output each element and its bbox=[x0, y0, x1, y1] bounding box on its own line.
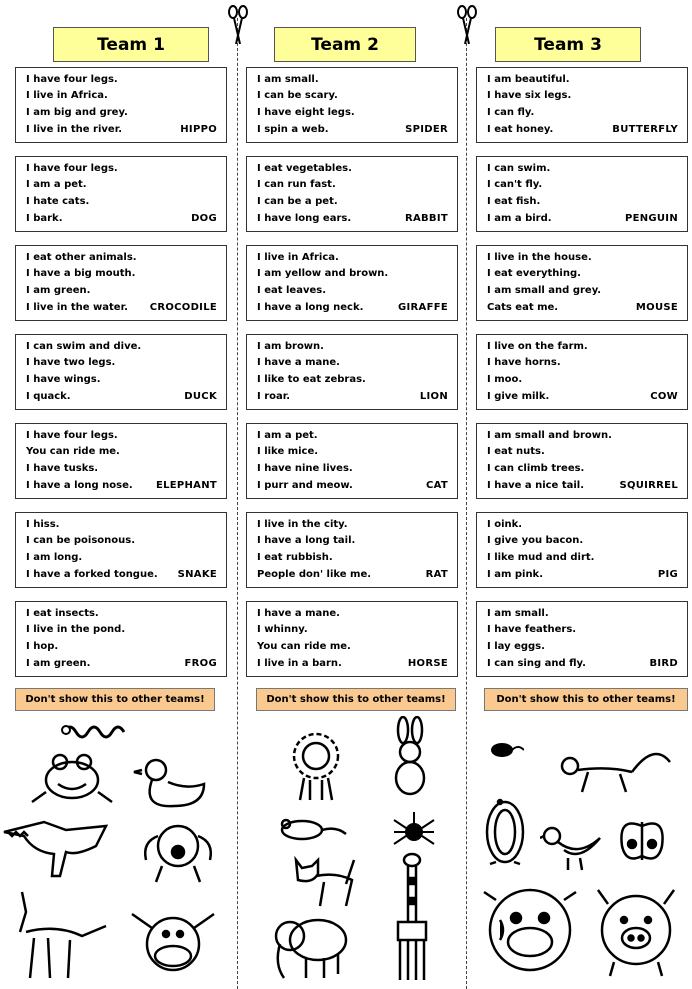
clue-line: I like mud and dirt. bbox=[487, 552, 595, 563]
answer-label: CAT bbox=[425, 480, 448, 491]
answer-label: BIRD bbox=[649, 658, 678, 669]
clue-line: I live on the farm. bbox=[487, 341, 588, 352]
clue-line: I eat nuts. bbox=[487, 446, 545, 457]
cow-icon bbox=[480, 880, 580, 978]
clue-line: I have a nice tail. bbox=[487, 480, 585, 491]
riddle-card-rabbit bbox=[246, 156, 458, 232]
warning-banner: Don't show this to other teams! bbox=[15, 688, 215, 711]
clue-line: I spin a web. bbox=[257, 124, 329, 135]
clue-line: I am pink. bbox=[487, 569, 544, 580]
clue-line: I have eight legs. bbox=[257, 107, 355, 118]
clue-line: I live in the river. bbox=[26, 124, 122, 135]
clue-line: I have a long neck. bbox=[257, 302, 364, 313]
riddle-card-rat bbox=[246, 512, 458, 588]
bird-icon bbox=[540, 822, 604, 872]
clue-line: I live in Africa. bbox=[26, 90, 108, 101]
clue-line: I have four legs. bbox=[26, 430, 118, 441]
riddle-card-bird bbox=[476, 601, 688, 677]
answer-label: LION bbox=[419, 391, 448, 402]
answer-label: HORSE bbox=[407, 658, 448, 669]
riddle-card-butterfly bbox=[476, 67, 688, 143]
clue-line: I am a pet. bbox=[257, 430, 318, 441]
clue-line: I can run fast. bbox=[257, 179, 336, 190]
team-header: Team 1 bbox=[53, 27, 209, 62]
clue-line: I am beautiful. bbox=[487, 74, 570, 85]
penguin-icon bbox=[482, 788, 528, 866]
clue-line: I live in the house. bbox=[487, 252, 592, 263]
clue-line: I eat everything. bbox=[487, 268, 581, 279]
clue-line: I am a bird. bbox=[487, 213, 552, 224]
clue-line: I bark. bbox=[26, 213, 63, 224]
riddle-card-squirrel bbox=[476, 423, 688, 499]
horse-icon bbox=[12, 888, 110, 986]
clue-line: I have two legs. bbox=[26, 357, 116, 368]
clue-line: I like to eat zebras. bbox=[257, 374, 366, 385]
riddle-card-hippo bbox=[15, 67, 227, 143]
hippo-icon bbox=[128, 904, 218, 978]
clue-line: Cats eat me. bbox=[487, 302, 559, 313]
answer-label: COW bbox=[650, 391, 678, 402]
clue-line: I can sing and fly. bbox=[487, 658, 586, 669]
clue-line: I have nine lives. bbox=[257, 463, 353, 474]
clue-line: You can ride me. bbox=[26, 446, 120, 457]
clue-line: I have four legs. bbox=[26, 163, 118, 174]
warning-banner: Don't show this to other teams! bbox=[256, 688, 456, 711]
clue-line: I am long. bbox=[26, 552, 83, 563]
answer-label: HIPPO bbox=[180, 124, 217, 135]
clue-line: I whinny. bbox=[257, 624, 308, 635]
mouse-icon bbox=[488, 740, 524, 758]
butterfly-icon bbox=[618, 816, 666, 866]
answer-label: RABBIT bbox=[404, 213, 448, 224]
clue-line: I oink. bbox=[487, 519, 523, 530]
clue-line: I eat rubbish. bbox=[257, 552, 333, 563]
clue-line: I live in a barn. bbox=[257, 658, 342, 669]
clue-line: I have tusks. bbox=[26, 463, 99, 474]
clue-line: I moo. bbox=[487, 374, 523, 385]
clue-line: I have a big mouth. bbox=[26, 268, 136, 279]
clue-line: People don' like me. bbox=[257, 569, 372, 580]
clue-line: I roar. bbox=[257, 391, 291, 402]
clue-line: I am small. bbox=[487, 608, 549, 619]
riddle-card-penguin bbox=[476, 156, 688, 232]
clue-line: I eat vegetables. bbox=[257, 163, 352, 174]
answer-label: DUCK bbox=[184, 391, 217, 402]
rabbit-icon bbox=[388, 716, 432, 796]
pig-icon bbox=[588, 880, 682, 978]
answer-label: SPIDER bbox=[405, 124, 448, 135]
clue-line: I hate cats. bbox=[26, 196, 90, 207]
clue-line: I am a pet. bbox=[26, 179, 87, 190]
riddle-card-lion bbox=[246, 334, 458, 410]
answer-label: RAT bbox=[425, 569, 448, 580]
answer-label: CROCODILE bbox=[149, 302, 217, 313]
clue-line: I have a forked tongue. bbox=[26, 569, 158, 580]
riddle-card-crocodile bbox=[15, 245, 227, 321]
clue-line: I hop. bbox=[26, 641, 59, 652]
riddle-card-mouse bbox=[476, 245, 688, 321]
clue-line: I can be poisonous. bbox=[26, 535, 136, 546]
clue-line: I have six legs. bbox=[487, 90, 572, 101]
answer-label: ELEPHANT bbox=[155, 480, 217, 491]
clue-line: I live in the pond. bbox=[26, 624, 126, 635]
clue-line: I eat other animals. bbox=[26, 252, 137, 263]
clue-line: I lay eggs. bbox=[487, 641, 545, 652]
clue-line: I have a long tail. bbox=[257, 535, 356, 546]
answer-label: SNAKE bbox=[177, 569, 217, 580]
clue-line: I can swim. bbox=[487, 163, 551, 174]
cat-icon bbox=[290, 854, 362, 910]
clue-line: I am green. bbox=[26, 285, 91, 296]
clue-line: I have a long nose. bbox=[26, 480, 133, 491]
riddle-card-horse bbox=[246, 601, 458, 677]
riddle-card-frog bbox=[15, 601, 227, 677]
riddle-card-dog bbox=[15, 156, 227, 232]
riddle-card-spider bbox=[246, 67, 458, 143]
clue-line: I am yellow and brown. bbox=[257, 268, 389, 279]
clue-line: I can fly. bbox=[487, 107, 535, 118]
clue-line: You can ride me. bbox=[257, 641, 351, 652]
answer-label: SQUIRREL bbox=[619, 480, 678, 491]
clue-line: I eat leaves. bbox=[257, 285, 327, 296]
clue-line: I have feathers. bbox=[487, 624, 577, 635]
scissors-icon bbox=[456, 4, 478, 44]
giraffe-icon bbox=[392, 852, 432, 984]
duck-icon bbox=[132, 756, 208, 810]
clue-line: I can be a pet. bbox=[257, 196, 338, 207]
snake-icon bbox=[60, 716, 130, 742]
riddle-card-pig bbox=[476, 512, 688, 588]
spider-icon bbox=[392, 812, 436, 848]
answer-label: PIG bbox=[657, 569, 678, 580]
warning-banner: Don't show this to other teams! bbox=[484, 688, 688, 711]
rat-icon bbox=[276, 816, 348, 842]
team-header: Team 3 bbox=[495, 27, 641, 62]
clue-line: I have a mane. bbox=[257, 357, 340, 368]
clue-line: I am big and grey. bbox=[26, 107, 128, 118]
animal-pictures bbox=[0, 712, 692, 989]
clue-line: I can be scary. bbox=[257, 90, 338, 101]
clue-line: I live in the water. bbox=[26, 302, 128, 313]
frog-icon bbox=[28, 750, 116, 806]
riddle-card-cow bbox=[476, 334, 688, 410]
clue-line: I give you bacon. bbox=[487, 535, 584, 546]
clue-line: I am brown. bbox=[257, 341, 324, 352]
clue-line: I have four legs. bbox=[26, 74, 118, 85]
riddle-card-duck bbox=[15, 334, 227, 410]
clue-line: I have long ears. bbox=[257, 213, 352, 224]
clue-line: I live in the city. bbox=[257, 519, 348, 530]
clue-line: I hiss. bbox=[26, 519, 60, 530]
answer-label: DOG bbox=[191, 213, 217, 224]
clue-line: I am green. bbox=[26, 658, 91, 669]
answer-label: BUTTERFLY bbox=[612, 124, 678, 135]
clue-line: I eat honey. bbox=[487, 124, 554, 135]
crocodile-icon bbox=[0, 810, 112, 882]
answer-label: PENGUIN bbox=[624, 213, 678, 224]
clue-line: I like mice. bbox=[257, 446, 319, 457]
answer-label: FROG bbox=[184, 658, 217, 669]
riddle-card-elephant bbox=[15, 423, 227, 499]
clue-line: I can't fly. bbox=[487, 179, 543, 190]
clue-line: I quack. bbox=[26, 391, 71, 402]
dog-icon bbox=[140, 818, 216, 886]
clue-line: I eat fish. bbox=[487, 196, 541, 207]
clue-line: I am small and brown. bbox=[487, 430, 612, 441]
lion-icon bbox=[288, 732, 344, 804]
riddle-card-giraffe bbox=[246, 245, 458, 321]
clue-line: I purr and meow. bbox=[257, 480, 353, 491]
clue-line: I have a mane. bbox=[257, 608, 340, 619]
clue-line: I have horns. bbox=[487, 357, 561, 368]
riddle-card-snake bbox=[15, 512, 227, 588]
answer-label: MOUSE bbox=[635, 302, 678, 313]
clue-line: I have wings. bbox=[26, 374, 101, 385]
clue-line: I can swim and dive. bbox=[26, 341, 142, 352]
clue-line: I am small and grey. bbox=[487, 285, 602, 296]
clue-line: I am small. bbox=[257, 74, 319, 85]
clue-line: I can climb trees. bbox=[487, 463, 585, 474]
elephant-icon bbox=[268, 908, 352, 984]
team-header: Team 2 bbox=[274, 27, 416, 62]
answer-label: GIRAFFE bbox=[398, 302, 448, 313]
clue-line: I eat insects. bbox=[26, 608, 99, 619]
clue-line: I live in Africa. bbox=[257, 252, 339, 263]
clue-line: I give milk. bbox=[487, 391, 550, 402]
riddle-card-cat bbox=[246, 423, 458, 499]
squirrel-icon bbox=[554, 748, 672, 796]
